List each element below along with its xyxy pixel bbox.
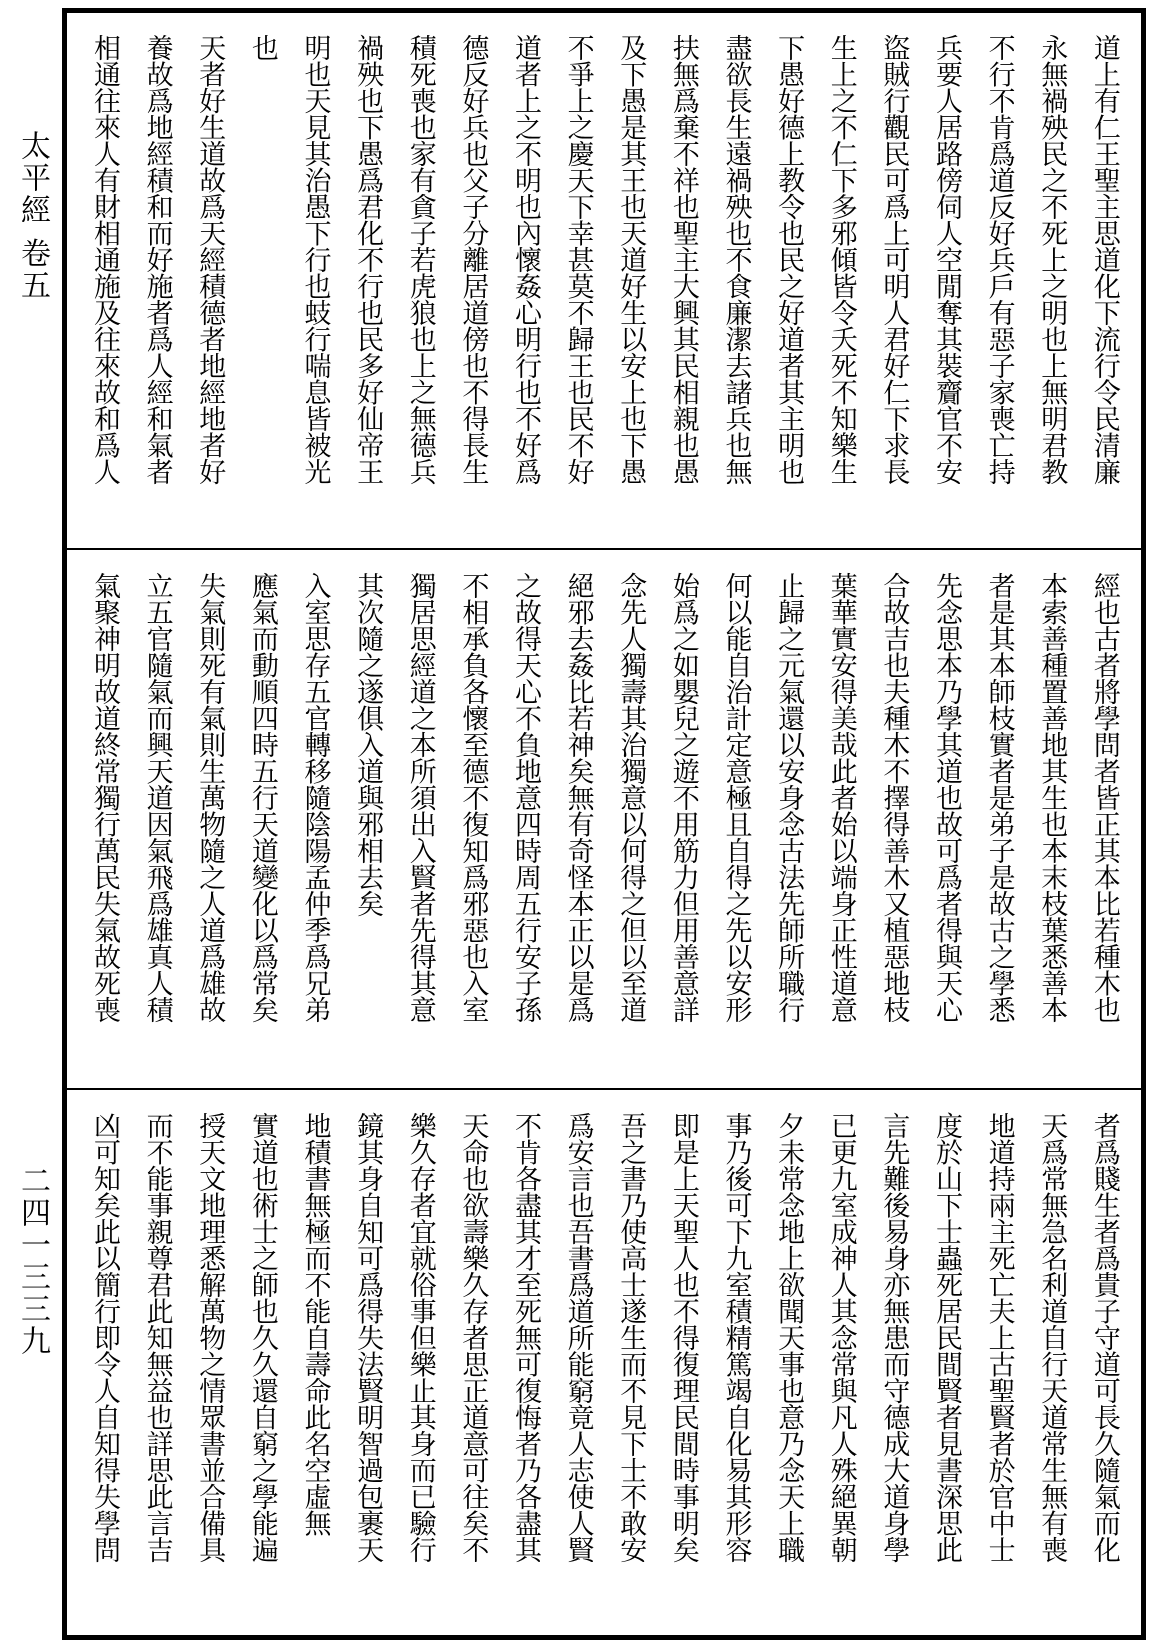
text-column: 先念思本乃學其道也故可爲者得與天心 bbox=[931, 572, 962, 1023]
text-column: 道者上之不明也內懷姦心明行也不好爲 bbox=[510, 34, 541, 485]
text-column: 入室思存五官轉移隨陰陽孟仲季爲兄弟 bbox=[299, 572, 331, 1023]
text-column: 不爭上之慶天下幸甚莫不歸王也民不好 bbox=[562, 34, 594, 485]
text-column: 夕未常念地上欲聞天事也意乃念天上職 bbox=[773, 1112, 805, 1563]
text-column: 獨居思經道之本所須出入賢者先得其意 bbox=[404, 572, 436, 1023]
text-column: 經也古者將學問者皆正其本比若種木也 bbox=[1088, 572, 1120, 1023]
text-column: 事乃後可下九室積精篤竭自化易其形容 bbox=[720, 1112, 752, 1563]
text-column: 始爲之如嬰兒之遊不用筋力但用善意詳 bbox=[667, 572, 699, 1023]
text-column: 禍殃也下愚爲君化不行也民多好仙帝王 bbox=[352, 34, 384, 485]
text-column: 兵要人居路傍伺人空閒奪其裝齎官不安 bbox=[931, 34, 962, 485]
text-column: 葉華實安得美哉此者始以端身正性道意 bbox=[825, 572, 857, 1023]
text-column: 明也天見其治愚下行也蚑行喘息皆被光 bbox=[299, 34, 331, 485]
text-column: 何以能自治計定意極且自得之先以安形 bbox=[720, 572, 752, 1023]
text-column: 言先難後易身亦無患而守德成大道身學 bbox=[878, 1112, 910, 1563]
margin-page-number: 二四一三三九 bbox=[15, 1165, 50, 1357]
text-column: 下愚好德上教令也民之好道者其主明也 bbox=[773, 34, 805, 485]
text-column: 即是上天聖人也不得復理民間時事明矣 bbox=[667, 1112, 699, 1563]
text-column: 扶無爲棄不祥也聖主大興其民相親也愚 bbox=[667, 34, 699, 485]
text-column: 也 bbox=[246, 34, 278, 61]
text-column: 地積書無極而不能自壽命此名空虛無 bbox=[299, 1112, 331, 1536]
text-column: 盡欲長生遠禍殃也不食廉潔去諸兵也無 bbox=[720, 34, 752, 485]
text-column: 止歸之元氣還以安身念古法先師所職行 bbox=[773, 572, 805, 1023]
column-group bbox=[86, 572, 1122, 1074]
text-column: 絕邪去姦比若神矣無有奇怪本正以是爲 bbox=[562, 572, 594, 1023]
text-column: 念先人獨壽其治獨意以何得之但以至道 bbox=[615, 572, 647, 1023]
text-column: 及下愚是其王也天道好生以安上也下愚 bbox=[615, 34, 647, 485]
text-column: 應氣而動順四時五行天道變化以爲常矣 bbox=[246, 572, 278, 1023]
text-column: 已更九室成神人其念常與凡人殊絕異朝 bbox=[825, 1112, 857, 1563]
text-column: 不肯各盡其才至死無可復悔者乃各盡其 bbox=[510, 1112, 541, 1563]
text-column: 鏡其身自知可爲得失法賢明智過包裹天 bbox=[352, 1112, 384, 1563]
text-register-top bbox=[66, 12, 1142, 550]
column-group bbox=[86, 1112, 1122, 1622]
text-column: 者爲賤生者爲貴子守道可長久隨氣而化 bbox=[1088, 1112, 1120, 1563]
text-column: 天者好生道故爲天經積德者地經地者好 bbox=[194, 34, 226, 485]
text-column: 天爲常無急名利道自行天道常生無有喪 bbox=[1036, 1112, 1068, 1563]
text-column: 養故爲地經積和而好施者爲人經和氣者 bbox=[141, 34, 173, 485]
text-column: 盜賊行觀民可爲上可明人君好仁下求長 bbox=[878, 34, 910, 485]
text-column: 合故吉也夫種木不擇得善木又植惡地枝 bbox=[878, 572, 910, 1023]
text-column: 道上有仁王聖主思道化下流行令民清廉 bbox=[1088, 34, 1120, 485]
text-column: 積死喪也家有貪子若虎狼也上之無德兵 bbox=[404, 34, 436, 485]
text-column: 度於山下士蟲死居民間賢者見書深思此 bbox=[931, 1112, 962, 1563]
text-column: 爲安言也吾書爲道所能窮竟人志使人賢 bbox=[562, 1112, 594, 1563]
text-column: 永無禍殃民之不死上之明也上無明君教 bbox=[1036, 34, 1068, 485]
text-column: 本索善種置善地其生也本末枝葉悉善本 bbox=[1036, 572, 1068, 1023]
text-column: 其次隨之遂俱入道與邪相去矣 bbox=[352, 572, 384, 917]
text-column: 氣聚神明故道終常獨行萬民失氣故死喪 bbox=[89, 572, 120, 1023]
text-column: 者是其本師枝實者是弟子是故古之學悉 bbox=[983, 572, 1015, 1023]
text-column: 不相承負各懷至德不復知爲邪惡也入室 bbox=[457, 572, 489, 1023]
text-register-bottom bbox=[66, 1090, 1142, 1636]
text-column: 吾之書乃使高士遂生而不見下士不敢安 bbox=[615, 1112, 647, 1563]
text-column: 之故得天心不負地意四時周五行安子孫 bbox=[510, 572, 541, 1023]
text-register-middle bbox=[66, 550, 1142, 1090]
text-column: 樂久存者宜就俗事但樂止其身而已驗行 bbox=[404, 1112, 436, 1563]
text-column: 凶可知矣此以簡行即令人自知得失學問 bbox=[89, 1112, 120, 1563]
text-column: 天命也欲壽樂久存者思正道意可往矣不 bbox=[457, 1112, 489, 1563]
text-column: 不行不肯爲道反好兵戶有惡子家喪亡持 bbox=[983, 34, 1015, 485]
column-group bbox=[86, 34, 1122, 534]
text-column: 而不能事親尊君此知無益也詳思此言吉 bbox=[141, 1112, 173, 1563]
text-column: 實道也術士之師也久久還自窮之學能遍 bbox=[246, 1112, 278, 1563]
text-column: 相通往來人有財相通施及往來故和爲人 bbox=[89, 34, 120, 485]
text-column: 失氣則死有氣則生萬物隨之人道爲雄故 bbox=[194, 572, 226, 1023]
text-column: 生上之不仁下多邪傾皆令夭死不知樂生 bbox=[825, 34, 857, 485]
text-column: 地道持兩主死亡夫上古聖賢者於官中士 bbox=[983, 1112, 1015, 1563]
text-column: 立五官隨氣而興天道因氣飛爲雄真人積 bbox=[141, 572, 173, 1023]
margin-title: 太平經 卷五 bbox=[15, 130, 50, 302]
text-column: 授天文地理悉解萬物之情眾書並合備具 bbox=[194, 1112, 226, 1563]
text-column: 德反好兵也父子分離居道傍也不得長生 bbox=[457, 34, 489, 485]
